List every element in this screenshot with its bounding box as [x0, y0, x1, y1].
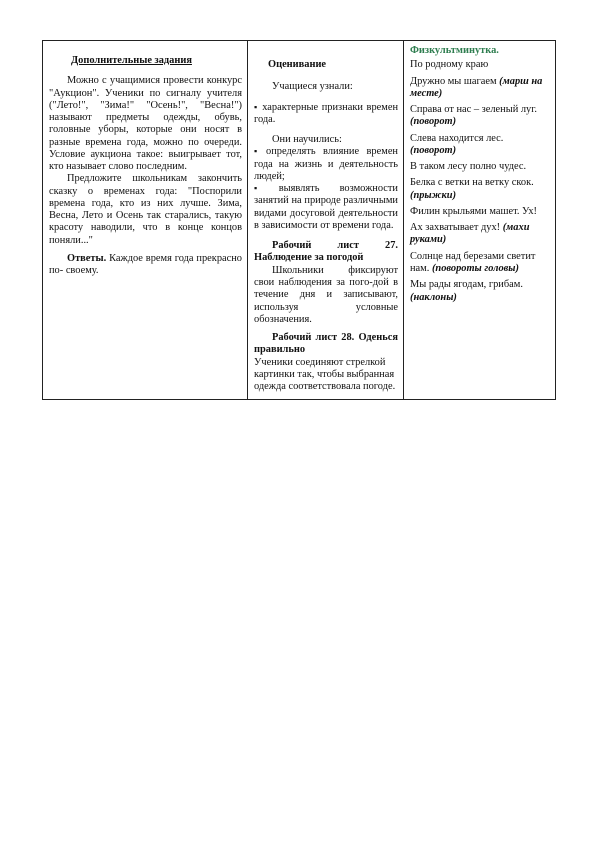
answer-label: Ответы.	[67, 252, 107, 264]
movement-note: (поворот)	[410, 116, 457, 128]
assessment-cell	[248, 41, 404, 400]
answer-text: Каждое время года прекрасно по- своему.	[49, 252, 242, 277]
exercise-break-title: Физкультминутка.	[410, 45, 499, 56]
auction-paragraph: Можно с учащимися провести конкурс "Аукцион". Ученики по сигналу учителя ("Лето!", "Зима!" "Осень!", "Весна!") называют предметы одежды, обувь, головные уборы, которые они носят в разные времена года, можно по очереди. Условие аукциона такое: выигрывает тот, кто называет слово последним.	[49, 75, 242, 173]
skills-label: Они научились:	[272, 134, 342, 146]
movement-note: (повороты головы)	[431, 262, 519, 274]
bullet-icon	[254, 183, 279, 194]
movement-note: (марш на месте)	[410, 75, 543, 99]
movement-note: (поворот)	[410, 144, 457, 156]
fairy-tale-paragraph: Предложите школьникам закончить сказку о временах года: "Поспорили времена года, кто из них лучше. Зима, Весна, Лето и Осень так старались, такую красоту наводили, что в конце концов поняли..."	[49, 173, 242, 246]
bullet-icon	[254, 102, 262, 113]
movement-note: (прыжки)	[410, 189, 457, 201]
worksheet-28-title: Рабочий лист 28. Оденься правильно	[254, 332, 398, 356]
poem-line: Солнце над березами светит нам. (повороты головы)	[410, 250, 536, 274]
bullet-icon	[254, 146, 266, 157]
poem-line: Слева находится лес. (поворот)	[410, 132, 504, 156]
worksheet-28-text: Ученики соединяют стрелкой картинки так, чтобы выбранная одежда соответствовала погоде.	[254, 356, 396, 393]
additional-tasks-title: Дополнительные задания	[71, 55, 192, 66]
assessment-title: Оценивание	[268, 59, 327, 70]
learned-label: Учащиеся узнали:	[272, 81, 353, 93]
movement-note: (махи руками)	[410, 222, 530, 246]
skill-item: ▪ определять влияние времен года на жизнь и деятельность людей;	[254, 146, 398, 183]
poem-line: Филин крыльями машет. Ух!	[410, 205, 537, 217]
table-row	[43, 41, 556, 400]
learned-item: ▪ характерные признаки времен года.	[254, 102, 398, 127]
poem-line: В таком лесу полно чудес.	[410, 161, 527, 173]
poem-line: Мы рады ягодам, грибам. (наклоны)	[410, 279, 523, 303]
poem-line: Ах захватывает дух! (махи руками)	[410, 222, 530, 246]
poem-line: По родному краю	[410, 59, 489, 71]
worksheet-27-text: Школьники фиксируют свои наблюдения за пого-дой в течение дня и записывают, используя условные обозначения.	[254, 264, 398, 325]
lesson-table	[42, 40, 556, 400]
poem-line: Белка с ветки на ветку скок. (прыжки)	[410, 177, 534, 201]
skill-item: ▪ выявлять возможности занятий на природе различными видами досуговой деятельности в зависимости от времени года.	[254, 183, 398, 232]
worksheet-27-title: Рабочий лист 27. Наблюдение за погодой	[254, 240, 398, 264]
additional-tasks-cell	[43, 41, 248, 400]
answer-paragraph	[49, 253, 242, 278]
movement-note: (наклоны)	[410, 291, 457, 303]
poem-line: Дружно мы шагаем (марш на месте)	[410, 75, 543, 99]
exercise-break-cell	[404, 41, 556, 400]
poem-line: Справа от нас – зеленый луг. (поворот)	[410, 104, 537, 128]
